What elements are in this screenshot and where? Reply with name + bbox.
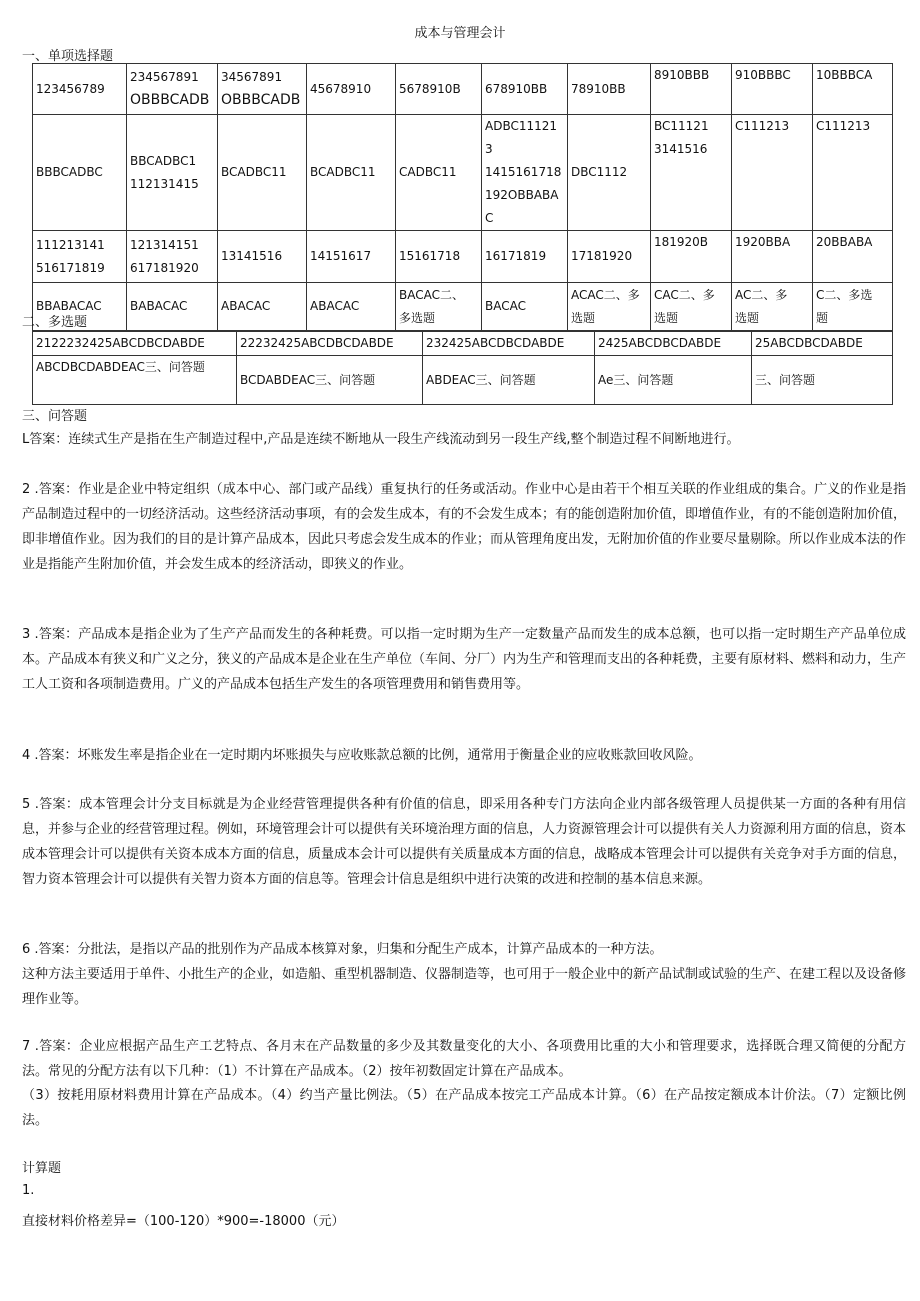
table-cell: 45678910 — [307, 64, 396, 115]
table-cell: 123456789 — [33, 64, 127, 115]
table-cell: ABACAC — [307, 283, 396, 331]
table-cell: 78910BB — [568, 64, 651, 115]
table-cell: BBBCADBC — [33, 115, 127, 231]
table-cell: 25ABCDBCDABDE — [752, 332, 893, 356]
table-cell: C111213 — [813, 115, 893, 231]
table-cell: 234567891 OBBBCADB — [127, 64, 218, 115]
table-cell: ABDEAC三、问答题 — [423, 356, 595, 405]
table-cell: 2425ABCDBCDABDE — [595, 332, 752, 356]
table-cell: BBCADBC1 112131415 — [127, 115, 218, 231]
answer-paragraph: 2 .答案：作业是企业中特定组织（成本中心、部门或产品线）重复执行的任务或活动。作业中心是由若干个相互关联的作业组成的集合。广义的作业是指产品制造过程中的一切经济活动。这些经济活动事项，有的会发生成本，有的不会发生成本；有的能创造附加价值，即增值作业，有的不能创造附加价值，即非增值作业。因为我们的目的是计算产品成本，因此只考虑会发生成本的作业；而从管理角度出发，无附加价值的作业要尽量剔除。所以作业成本法的作业是指能产生附加价值，并会发生成本的经济活动，即狭义的作业。 — [22, 482, 907, 572]
table-cell: BBABACAC — [33, 283, 127, 331]
table-cell: 22232425ABCDBCDABDE — [237, 332, 423, 356]
table-cell: 121314151 617181920 — [127, 231, 218, 283]
table-cell: Ae三、问答题 — [595, 356, 752, 405]
table-cell: 232425ABCDBCDABDE — [423, 332, 595, 356]
table-cell: C111213 — [732, 115, 813, 231]
table-cell: BABACAC — [127, 283, 218, 331]
section-qa-heading: 三、问答题 — [22, 409, 88, 424]
table-cell: 5678910B — [396, 64, 482, 115]
table-cell: 181920B — [651, 231, 732, 283]
answer-paragraph: 3 .答案：产品成本是指企业为了生产产品而发生的各种耗费。可以指一定时期为生产一定数量产品而发生的成本总额，也可以指一定时期生产产品单位成本。产品成本有狭义和广义之分，狭义的产品成本是企业在生产单位（车间、分厂）内为生产和管理而支出的各种耗费，主要有原材料、燃料和动力，生产工人工资和各项制造费用。广义的产品成本包括生产发生的各项管理费用和销售费用等。 — [22, 627, 907, 692]
table-cell: 34567891 OBBBCADB — [218, 64, 307, 115]
answer-paragraph: 6 .答案：分批法，是指以产品的批别作为产品成本核算对象，归集和分配生产成本，计算产品成本的一种方法。 — [22, 942, 663, 957]
calc-formula-line: 直接材料价格差异=（100-120）*900=-18000（元） — [22, 1214, 345, 1229]
answer-paragraph: 5 .答案：成本管理会计分支目标就是为企业经营管理提供各种有价值的信息，即采用各种专门方法向企业内部各级管理人员提供某一方面的各种有用信息，并参与企业的经营管理过程。例如，环境管理会计可以提供有关环境治理方面的信息，人力资源管理会计可以提供有关人力资源利用方面的信息，资本成本管理会计可以提供有关资本成本方面的信息，质量成本会计可以提供有关质量成本方面的信息，战略成本管理会计可以提供有关竞争对手方面的信息，智力资本管理会计可以提供有关智力资本方面的信息等。管理会计信息是组织中进行决策的改进和控制的基本信息来源。 — [22, 797, 907, 887]
table-cell: BCADBC11 — [307, 115, 396, 231]
answer-paragraph: 这种方法主要适用于单件、小批生产的企业，如造船、重型机器制造、仪器制造等，也可用于一般企业中的新产品试制或试验的生产、在建工程以及设备修理作业等。 — [22, 967, 907, 1007]
table-cell: BCDABDEAC三、问答题 — [237, 356, 423, 405]
table-cell: 111213141 516171819 — [33, 231, 127, 283]
table-cell: BCADBC11 — [218, 115, 307, 231]
multi-choice-answer-table — [32, 331, 893, 405]
table-cell: 2122232425ABCDBCDABDE — [33, 332, 237, 356]
table-cell: 1920BBA — [732, 231, 813, 283]
table-cell: 20BBABA — [813, 231, 893, 283]
table-cell: 16171819 — [482, 231, 568, 283]
table-cell: 14151617 — [307, 231, 396, 283]
table-cell: C二、多选 题 — [813, 283, 893, 331]
table-cell: ABCDBCDABDEAC三、问答题 — [33, 356, 237, 405]
table-cell: 15161718 — [396, 231, 482, 283]
answer-paragraph: 4 .答案：坏账发生率是指企业在一定时期内坏账损失与应收账款总额的比例，通常用于衡量企业的应收账款回收风险。 — [22, 748, 702, 763]
table-cell: DBC1112 — [568, 115, 651, 231]
table-cell: ACAC二、多 选题 — [568, 283, 651, 331]
document-title: 成本与管理会计 — [414, 26, 506, 41]
table-cell: 17181920 — [568, 231, 651, 283]
table-cell: 8910BBB — [651, 64, 732, 115]
answer-paragraph: （3）按耗用原材料费用计算在产品成本。（4）约当产量比例法。（5）在产品成本按完工产品成本计算。（6）在产品按定额成本计价法。（7）定额比例法。 — [22, 1088, 906, 1128]
table-cell: 三、问答题 — [752, 356, 893, 405]
calc-section-heading: 计算题 — [22, 1161, 62, 1176]
table-cell: BC11121 3141516 — [651, 115, 732, 231]
table-cell: 10BBBCA — [813, 64, 893, 115]
section-single-choice-heading: 一、单项选择题 — [22, 49, 114, 64]
table-cell: BACAC二、 多选题 — [396, 283, 482, 331]
table-cell: AC二、多 选题 — [732, 283, 813, 331]
answer-paragraph: 7 .答案：企业应根据产品生产工艺特点、各月末在产品数量的多少及其数量变化的大小、各项费用比重的大小和管理要求，选择既合理又简便的分配方法。常见的分配方法有以下几种：（1）不计算在产品成本。（2）按年初数固定计算在产品成本。 — [22, 1039, 906, 1079]
table-cell: 910BBBC — [732, 64, 813, 115]
table-cell: CADBC11 — [396, 115, 482, 231]
table-cell: ADBC111213 1415161718 192OBBABA C — [482, 115, 568, 231]
section-multi-choice-heading: 二、多选题 — [22, 315, 88, 330]
table-cell: ABACAC — [218, 283, 307, 331]
calc-item-number: 1. — [22, 1183, 35, 1198]
single-choice-answer-table — [32, 63, 893, 331]
table-cell: BACAC — [482, 283, 568, 331]
answer-paragraph: L答案：连续式生产是指在生产制造过程中,产品是连续不断地从一段生产线流动到另一段生产线,整个制造过程不间断地进行。 — [22, 432, 740, 447]
table-cell: 13141516 — [218, 231, 307, 283]
table-cell: CAC二、多 选题 — [651, 283, 732, 331]
table-cell: 678910BB — [482, 64, 568, 115]
